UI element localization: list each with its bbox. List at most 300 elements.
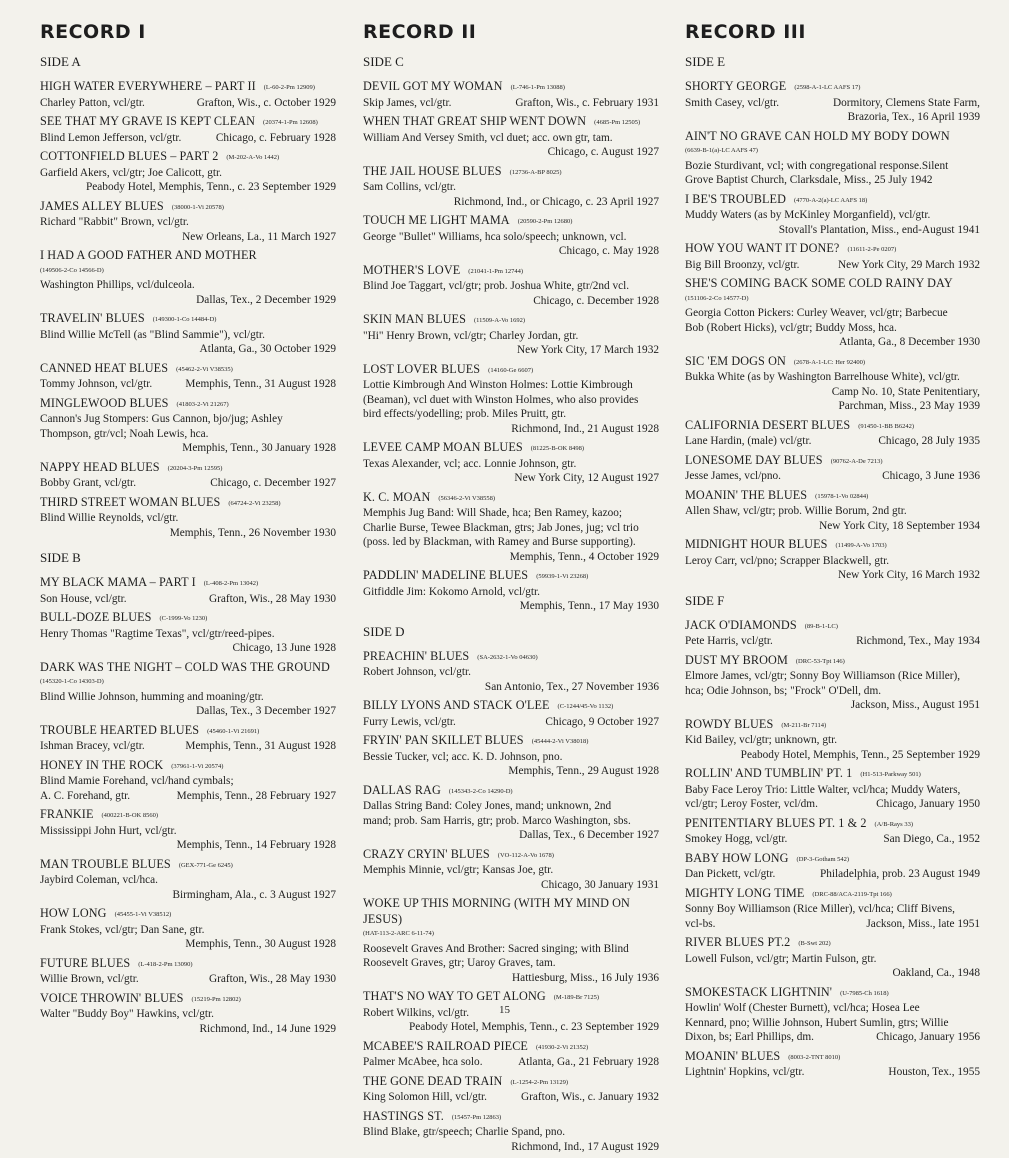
matrix-number: (59939-1-Vi 23268)	[536, 573, 589, 580]
performer-credit: Smith Casey, vcl/gtr.	[685, 96, 780, 109]
track-title: HIGH WATER EVERYWHERE – PART II	[40, 79, 256, 93]
matrix-number: (45444-2-Vi V38018)	[531, 738, 589, 745]
matrix-number: (L-60-2-Pm 12909)	[263, 84, 315, 91]
track-heading	[685, 985, 980, 1002]
performer-credit: King Solomon Hill, vcl/gtr.	[363, 1091, 487, 1103]
recording-place-date: New York City, 16 March 1932	[837, 569, 980, 581]
recording-place-date: Chicago, January 1956	[876, 1031, 980, 1043]
track-entry	[685, 79, 980, 125]
credit-line	[363, 1090, 659, 1105]
recording-place-date: Chicago, c. December 1928	[533, 294, 659, 307]
matrix-number: (15978-1-Vo 02844)	[815, 492, 869, 500]
credit-line	[685, 469, 980, 484]
recording-place-date: Dallas, Tex., 6 December 1927	[519, 829, 659, 841]
matrix-number: (20374-1-Pm 12608)	[263, 119, 318, 126]
track-title: MIDNIGHT HOUR BLUES	[685, 537, 828, 551]
matrix-number: (DP-3-Gotham 542)	[796, 855, 850, 863]
track-heading	[363, 698, 659, 715]
track-entry	[363, 1109, 659, 1155]
credit-line	[685, 96, 980, 111]
credit-line	[363, 715, 659, 730]
performer-credit: William And Versey Smith, vcl duet; acc. own gtr, tam.	[363, 131, 613, 144]
matrix-number: (L-418-2-Pm 13090)	[138, 960, 193, 968]
performer-credit: George "Bullet" Williams, hca solo/speech; unknown, vcl.	[363, 230, 627, 243]
track-heading	[40, 114, 336, 131]
performer-credit: Washington Phillips, vcl/dulceola.	[40, 279, 195, 291]
side-label: SIDE D	[363, 623, 405, 639]
track-entry	[363, 1039, 659, 1070]
recording-place-date: Memphis, Tenn., 31 August 1928	[185, 740, 336, 752]
recording-place-date: Chicago, c. August 1927	[547, 146, 659, 158]
track-entry	[685, 276, 980, 350]
performer-credit: Blind Willie Johnson, humming and moaning/gtr.	[40, 690, 264, 703]
track-heading	[40, 460, 336, 477]
credit-line	[685, 434, 980, 449]
matrix-number: (M-211-Br 7114)	[781, 721, 827, 729]
recording-place-date: Chicago, January 1950	[876, 798, 980, 810]
credit-line	[40, 972, 336, 987]
track-entry	[40, 807, 336, 853]
track-heading	[685, 418, 980, 435]
credit-line	[363, 96, 659, 111]
matrix-number: (11611-2-Pe 0207)	[847, 246, 897, 253]
track-title: THE GONE DEAD TRAIN	[363, 1073, 503, 1088]
track-entry	[363, 312, 659, 358]
track-title: I BE'S TROUBLED	[685, 191, 786, 206]
track-heading	[363, 79, 659, 96]
matrix-number: (SA-2632-1-Vo 04630)	[477, 653, 538, 661]
performer-credit: Mississippi John Hurt, vcl/gtr.	[40, 824, 177, 837]
performer-credit: "Hi" Henry Brown, vcl/gtr; Charley Jordan, gtr.	[363, 329, 579, 342]
track-title: THE JAIL HOUSE BLUES	[363, 163, 502, 178]
recording-place-date: Dormitory, Clemens State Farm,	[832, 96, 980, 109]
credit-line	[40, 789, 336, 804]
track-heading	[40, 610, 336, 627]
performer-credit: Bobby Grant, vcl/gtr.	[40, 477, 137, 489]
recording-place-date: Memphis, Tenn., 4 October 1929	[509, 550, 659, 563]
performer-credit: Jesse James, vcl/pno.	[685, 470, 782, 482]
track-heading	[363, 263, 659, 280]
track-heading	[40, 857, 336, 874]
credit-line	[685, 1030, 980, 1045]
record-title: RECORD II	[363, 21, 477, 43]
track-heading	[363, 733, 659, 750]
track-entry	[40, 248, 336, 307]
track-title: PADDLIN' MADELINE BLUES	[363, 568, 529, 582]
track-title: SHORTY GEORGE	[685, 79, 787, 93]
credit-line	[685, 832, 980, 847]
performer-credit: Blind Mamie Forehand, vcl/hand cymbals;	[40, 775, 234, 787]
track-entry	[685, 129, 980, 188]
performer-credit: Son House, vcl/gtr.	[40, 592, 127, 605]
track-title: FRYIN' PAN SKILLET BLUES	[363, 733, 524, 747]
track-title: HONEY IN THE ROCK	[40, 757, 164, 772]
side-label: SIDE A	[40, 54, 81, 69]
track-heading	[40, 906, 336, 923]
performer-credit: Dan Pickett, vcl/gtr.	[685, 868, 776, 880]
performer-credit: Kid Bailey, vcl/gtr; unknown, gtr.	[685, 734, 838, 746]
matrix-number: (41803-2-Vi 21267)	[176, 400, 229, 408]
performer-credit: Lightnin' Hopkins, vcl/gtr.	[685, 1066, 805, 1078]
recording-place-date: Parchman, Miss., 23 May 1939	[838, 400, 980, 412]
recording-place-date: Chicago, c. May 1928	[558, 245, 659, 257]
credit-line	[40, 96, 336, 111]
matrix-number: (15457-Pm 12863)	[451, 1113, 502, 1121]
track-title: K. C. MOAN	[363, 489, 431, 504]
performer-credit: vcl/gtr; Leroy Foster, vcl/dm.	[685, 798, 818, 810]
recording-place-date: Grafton, Wis., c. February 1931	[515, 96, 659, 109]
credit-line	[40, 131, 336, 146]
side-label: SIDE F	[685, 592, 725, 608]
recording-place-date: Chicago, 30 January 1931	[541, 878, 659, 891]
track-entry	[363, 1074, 659, 1105]
side-label: SIDE E	[685, 54, 726, 69]
side-label: SIDE C	[363, 54, 404, 69]
recording-place-date: Richmond, Ind., 21 August 1928	[511, 422, 659, 435]
track-title: PENITENTIARY BLUES PT. 1 & 2	[685, 815, 867, 830]
track-entry	[363, 440, 659, 486]
track-entry	[40, 575, 336, 606]
track-heading	[363, 1074, 659, 1091]
matrix-number: (90762-A-De 7213)	[830, 457, 883, 465]
track-heading	[40, 575, 336, 592]
track-heading	[40, 149, 336, 166]
track-title: ROWDY BLUES	[685, 716, 774, 731]
performer-credit: Jaybird Coleman, vcl/hca.	[40, 874, 158, 886]
track-title: MAN TROUBLE BLUES	[40, 856, 171, 871]
track-title: SIC 'EM DOGS ON	[685, 353, 786, 368]
track-entry	[40, 311, 336, 357]
record-2-column	[363, 20, 659, 1158]
track-entry	[40, 610, 336, 656]
matrix-number: (15219-Pm 12802)	[191, 995, 241, 1003]
track-entry	[363, 783, 659, 843]
performer-credit: Pete Harris, vcl/gtr.	[685, 635, 773, 647]
performer-credit: Robert Johnson, vcl/gtr.	[363, 666, 471, 678]
recording-place-date: Dallas, Tex., 2 December 1929	[196, 293, 336, 306]
recording-place-date: Chicago, c. December 1927	[210, 477, 336, 489]
track-heading	[685, 653, 980, 670]
track-heading	[685, 851, 980, 868]
recording-place-date: Peabody Hotel, Memphis, Tenn., c. 23 September 1929	[408, 1021, 659, 1033]
performer-credit: Robert Wilkins, vcl/gtr.	[363, 1006, 470, 1019]
recording-place-date: Richmond, Ind., 14 June 1929	[199, 1022, 336, 1035]
credit-line	[685, 634, 980, 649]
performer-credit: hca; Odie Johnson, bs; "Frock" O'Dell, dm.	[685, 684, 882, 697]
performer-credit: Furry Lewis, vcl/gtr.	[363, 715, 456, 728]
recording-place-date: Richmond, Ind., 17 August 1929	[511, 1140, 659, 1153]
performer-credit: Lowell Fulson, vcl/gtr; Martin Fulson, gtr.	[685, 952, 877, 965]
matrix-number: (145343-2-Co 14290-D)	[448, 787, 513, 795]
track-entry	[685, 488, 980, 534]
track-heading	[363, 568, 659, 585]
track-entry	[685, 1049, 980, 1080]
matrix-number: (56346-2-Vi V38558)	[438, 494, 496, 502]
track-entry	[363, 698, 659, 729]
credit-line	[40, 739, 336, 754]
track-heading	[363, 213, 659, 230]
track-heading	[685, 241, 980, 258]
performer-credit: Blind Willie McTell (as "Blind Sammie"), vcl/gtr.	[40, 328, 265, 341]
performer-credit: Gitfiddle Jim: Kokomo Arnold, vcl/gtr.	[363, 585, 540, 598]
performer-credit: Howlin' Wolf (Chester Burnett), vcl/hca; Hosea Lee	[685, 1002, 920, 1014]
track-heading	[363, 1109, 659, 1126]
performer-credit: Walter "Buddy Boy" Hawkins, vcl/gtr.	[40, 1008, 214, 1020]
performer-credit: Blind Blake, gtr/speech; Charlie Spand, pno.	[363, 1126, 566, 1138]
track-entry	[40, 906, 336, 952]
record-title: RECORD III	[685, 21, 806, 43]
track-heading	[685, 935, 980, 952]
track-title: DEVIL GOT MY WOMAN	[363, 79, 503, 93]
recording-place-date: Philadelphia, prob. 23 August 1949	[819, 868, 980, 880]
matrix-number: (C-1244/45-Vo 1132)	[557, 703, 614, 710]
track-title: DUST MY BROOM	[685, 652, 788, 667]
track-heading	[363, 440, 659, 457]
performer-credit: Bessie Tucker, vcl; acc. K. D. Johnson, pno.	[363, 750, 563, 763]
track-entry	[363, 362, 659, 437]
track-title: FRANKIE	[40, 807, 94, 821]
track-heading	[363, 164, 659, 181]
recording-place-date: Grafton, Wis., 28 May 1930	[208, 592, 336, 605]
performer-credit: Georgia Cotton Pickers: Curley Weaver, vcl/gtr; Barbecue	[685, 307, 948, 319]
performer-credit: Blind Joe Taggart, vcl/gtr; prob. Joshua White, gtr/2nd vcl.	[363, 280, 630, 292]
track-entry	[363, 847, 659, 893]
recording-place-date: New York City, 12 August 1927	[514, 472, 659, 484]
matrix-number: (21041-1-Pm 12744)	[468, 267, 523, 275]
track-title: BILLY LYONS AND STACK O'LEE	[363, 698, 550, 712]
performer-credit: Roosevelt Graves, gtr; Uaroy Graves, tam.	[363, 957, 556, 969]
matrix-number: (C-1999-Vo 1230)	[159, 615, 208, 622]
track-title: JAMES ALLEY BLUES	[40, 198, 164, 213]
track-entry	[685, 537, 980, 583]
track-entry	[40, 79, 336, 110]
performer-credit: Sam Collins, vcl/gtr.	[363, 181, 456, 193]
matrix-number: (M-202-A-Vo 1442)	[226, 154, 280, 161]
recording-place-date: Grafton, Wis., 28 May 1930	[208, 973, 336, 985]
recording-place-date: Grafton, Wis., c. January 1932	[520, 1091, 659, 1103]
credit-line	[685, 797, 980, 812]
track-entry	[40, 396, 336, 456]
matrix-number: (U-7985-Ch 1618)	[840, 989, 889, 997]
track-entry	[685, 816, 980, 847]
matrix-number: (45460-1-Vi 21691)	[207, 727, 260, 735]
matrix-number: (89-B-1-LC)	[804, 622, 838, 630]
performer-credit: Blind Lemon Jefferson, vcl/gtr.	[40, 131, 182, 144]
track-entry	[363, 896, 659, 985]
matrix-number: (VO-112-A-Vo 1678)	[497, 851, 554, 859]
track-title: CANNED HEAT BLUES	[40, 360, 169, 375]
recording-place-date: Brazoria, Tex., 16 April 1939	[847, 111, 980, 123]
track-title: RIVER BLUES PT.2	[685, 935, 791, 949]
matrix-number: (91450-1-BB B6242)	[858, 422, 915, 430]
recording-place-date: San Diego, Ca., 1952	[883, 833, 980, 845]
credit-line	[685, 867, 980, 882]
matrix-number: (20590-2-Pm 12680)	[517, 218, 573, 225]
performer-credit: Bozie Sturdivant, vcl; with congregational response.Silent	[685, 159, 949, 172]
track-entry	[40, 361, 336, 392]
matrix-number: (B-Swt 202)	[798, 940, 831, 947]
track-title: ROLLIN' AND TUMBLIN' PT. 1	[685, 766, 853, 780]
record-1-column	[40, 20, 336, 1040]
matrix-number: (145320-1-Co 14303-D)	[40, 678, 104, 685]
track-title: MIGHTY LONG TIME	[685, 885, 805, 900]
performer-credit: Muddy Waters (as by McKinley Morganfield), vcl/gtr.	[685, 209, 931, 221]
track-heading	[40, 723, 336, 740]
performer-credit: Charlie Burse, Tewee Blackman, gtrs; Jab Jones, jug; vcl trio	[363, 521, 639, 534]
performer-credit: Richard "Rabbit" Brown, vcl/gtr.	[40, 216, 189, 228]
matrix-number: (11509-A-Vo 1692)	[473, 317, 526, 324]
track-heading	[363, 896, 659, 942]
recording-place-date: San Antonio, Tex., 27 November 1936	[484, 680, 659, 693]
recording-place-date: Peabody Hotel, Memphis, Tenn., c. 23 September 1929	[85, 181, 336, 193]
performer-credit: Frank Stokes, vcl/gtr; Dan Sane, gtr.	[40, 923, 205, 936]
track-entry	[363, 213, 659, 259]
performer-credit: Henry Thomas "Ragtime Texas", vcl/gtr/reed-pipes.	[40, 627, 275, 640]
performer-credit: Charley Patton, vcl/gtr.	[40, 96, 145, 109]
track-title: BABY HOW LONG	[685, 850, 789, 865]
track-entry	[40, 149, 336, 195]
recording-place-date: Camp No. 10, State Penitentiary,	[831, 385, 980, 398]
matrix-number: (45462-2-Vi V38535)	[176, 365, 233, 373]
recording-place-date: Grafton, Wis., c. October 1929	[196, 96, 336, 109]
recording-place-date: Chicago, 13 June 1928	[232, 642, 336, 654]
recording-place-date: New Orleans, La., 11 March 1927	[182, 230, 336, 243]
recording-place-date: Memphis, Tenn., 26 November 1930	[169, 526, 336, 539]
track-heading	[40, 495, 336, 512]
track-heading	[685, 79, 980, 96]
track-title: TROUBLE HEARTED BLUES	[40, 722, 200, 737]
matrix-number: (A/B-Rays 33)	[874, 820, 914, 828]
performer-credit: mand; prob. Sam Harris, gtr; prob. Marco Washington, sbs.	[363, 814, 631, 827]
track-entry	[363, 114, 659, 160]
matrix-number: (4685-Pm 12505)	[594, 119, 641, 126]
track-heading	[40, 396, 336, 413]
matrix-number: (H1-513-Parkway 501)	[860, 771, 921, 778]
recording-place-date: Memphis, Tenn., 30 August 1928	[185, 938, 336, 950]
track-heading	[363, 649, 659, 666]
track-heading	[685, 1049, 980, 1066]
track-title: THIRD STREET WOMAN BLUES	[40, 494, 221, 509]
recording-place-date: Jackson, Miss., late 1951	[866, 917, 980, 930]
track-title: SEE THAT MY GRAVE IS KEPT CLEAN	[40, 114, 256, 128]
performer-credit: Allen Shaw, vcl/gtr; prob. Willie Borum, 2nd gtr.	[685, 505, 907, 517]
performer-credit: Palmer McAbee, hca solo.	[363, 1056, 483, 1068]
recording-place-date: Peabody Hotel, Memphis, Tenn., 25 September 1929	[740, 748, 980, 761]
track-heading	[40, 956, 336, 973]
track-entry	[40, 199, 336, 245]
performer-credit: Dallas String Band: Coley Jones, mand; unknown, 2nd	[363, 800, 612, 812]
performer-credit: Cannon's Jug Stompers: Gus Cannon, bjo/jug; Ashley	[40, 413, 283, 425]
performer-credit: Dixon, bs; Earl Phillips, dm.	[685, 1031, 814, 1043]
recording-place-date: Memphis, Tenn., 14 February 1928	[176, 839, 336, 851]
matrix-number: (38000-1-Vi 20578)	[171, 203, 224, 211]
track-entry	[363, 79, 659, 110]
page-number: 15	[499, 1004, 510, 1016]
track-title: TOUCH ME LIGHT MAMA	[363, 213, 510, 227]
track-entry	[40, 114, 336, 145]
track-title: I HAD A GOOD FATHER AND MOTHER	[40, 248, 257, 262]
track-heading	[685, 618, 980, 635]
matrix-number: (151106-2-Co 14577-D)	[685, 294, 749, 302]
track-entry	[685, 653, 980, 713]
track-heading	[685, 453, 980, 470]
track-heading	[685, 886, 980, 903]
track-heading	[363, 490, 659, 507]
credit-line	[40, 377, 336, 392]
matrix-number: (37961-1-Vi 20574)	[171, 762, 224, 770]
track-heading	[685, 276, 980, 306]
performer-credit: Garfield Akers, vcl/gtr; Joe Calicott, gtr.	[40, 166, 222, 179]
track-heading	[685, 354, 980, 371]
recording-place-date: New York City, 29 March 1932	[837, 258, 980, 271]
track-title: LEVEE CAMP MOAN BLUES	[363, 440, 523, 454]
performer-credit: Smokey Hogg, vcl/gtr.	[685, 833, 788, 845]
track-entry	[40, 660, 336, 719]
performer-credit: Grove Baptist Church, Clarksdale, Miss., 25 July 1942	[685, 174, 933, 186]
performer-credit: Blind Willie Reynolds, vcl/gtr.	[40, 512, 179, 524]
track-entry	[685, 418, 980, 449]
track-title: CALIFORNIA DESERT BLUES	[685, 417, 851, 432]
recording-place-date: Atlanta, Ga., 21 February 1928	[518, 1056, 659, 1068]
performer-credit: Bukka White (as by Washington Barrelhouse White), vcl/gtr.	[685, 371, 960, 383]
track-entry	[685, 851, 980, 882]
matrix-number: (20204-3-Pm 12595)	[167, 464, 223, 472]
recording-place-date: Chicago, c. February 1928	[215, 131, 336, 144]
matrix-number: (L-1254-2-Pm 13129)	[510, 1078, 569, 1086]
matrix-number: (45455-1-Vi V38512)	[114, 911, 172, 918]
matrix-number: (14160-Ge 6607)	[488, 366, 534, 374]
recording-place-date: Chicago, 9 October 1927	[545, 715, 659, 728]
recording-place-date: Memphis, Tenn., 17 May 1930	[519, 600, 659, 612]
performer-credit: Skip James, vcl/gtr.	[363, 96, 452, 109]
track-title: NAPPY HEAD BLUES	[40, 459, 160, 474]
track-heading	[685, 488, 980, 505]
track-title: BULL-DOZE BLUES	[40, 610, 152, 624]
performer-credit: vcl-bs.	[685, 917, 716, 930]
recording-place-date: Atlanta, Ga., 30 October 1929	[199, 343, 336, 355]
track-heading	[363, 1039, 659, 1056]
track-title: MOTHER'S LOVE	[363, 262, 461, 277]
track-title: THAT'S NO WAY TO GET ALONG	[363, 989, 546, 1003]
matrix-number: (12736-A-BP 8025)	[509, 168, 562, 176]
performer-credit: Lane Hardin, (male) vcl/gtr.	[685, 435, 812, 447]
recording-place-date: Memphis, Tenn., 31 August 1928	[185, 378, 336, 390]
track-heading	[40, 248, 336, 278]
matrix-number: (DRC-53-Tpt 146)	[795, 657, 845, 665]
matrix-number: (149506-2-Co 14566-D)	[40, 266, 104, 274]
track-entry	[685, 717, 980, 763]
track-title: SMOKESTACK LIGHTNIN'	[685, 984, 833, 999]
recording-place-date: Hattiesburg, Miss., 16 July 1936	[512, 971, 659, 984]
track-title: WHEN THAT GREAT SHIP WENT DOWN	[363, 114, 587, 128]
matrix-number: (6639-B-1(a)-LC AAFS 47)	[685, 147, 758, 154]
matrix-number: (64724-2-Vi 23258)	[228, 499, 281, 507]
performer-credit: Thompson, gtr/vcl; Noah Lewis, hca.	[40, 427, 209, 440]
matrix-number: (8003-2-TNT 8010)	[788, 1053, 841, 1061]
track-title: HASTINGS ST.	[363, 1108, 444, 1123]
matrix-number: (41930-2-Vi 21352)	[535, 1043, 589, 1051]
matrix-number: (GEX-771-Ge 6245)	[178, 861, 233, 869]
track-title: LOST LOVER BLUES	[363, 361, 481, 376]
track-entry	[685, 766, 980, 812]
recording-place-date: Richmond, Ind., or Chicago, c. 23 April 1927	[453, 195, 659, 208]
track-entry	[363, 263, 659, 309]
track-title: FUTURE BLUES	[40, 955, 131, 970]
track-entry	[685, 935, 980, 981]
track-heading	[685, 192, 980, 209]
recording-place-date: Memphis, Tenn., 29 August 1928	[508, 765, 659, 777]
track-title: VOICE THROWIN' BLUES	[40, 990, 184, 1005]
